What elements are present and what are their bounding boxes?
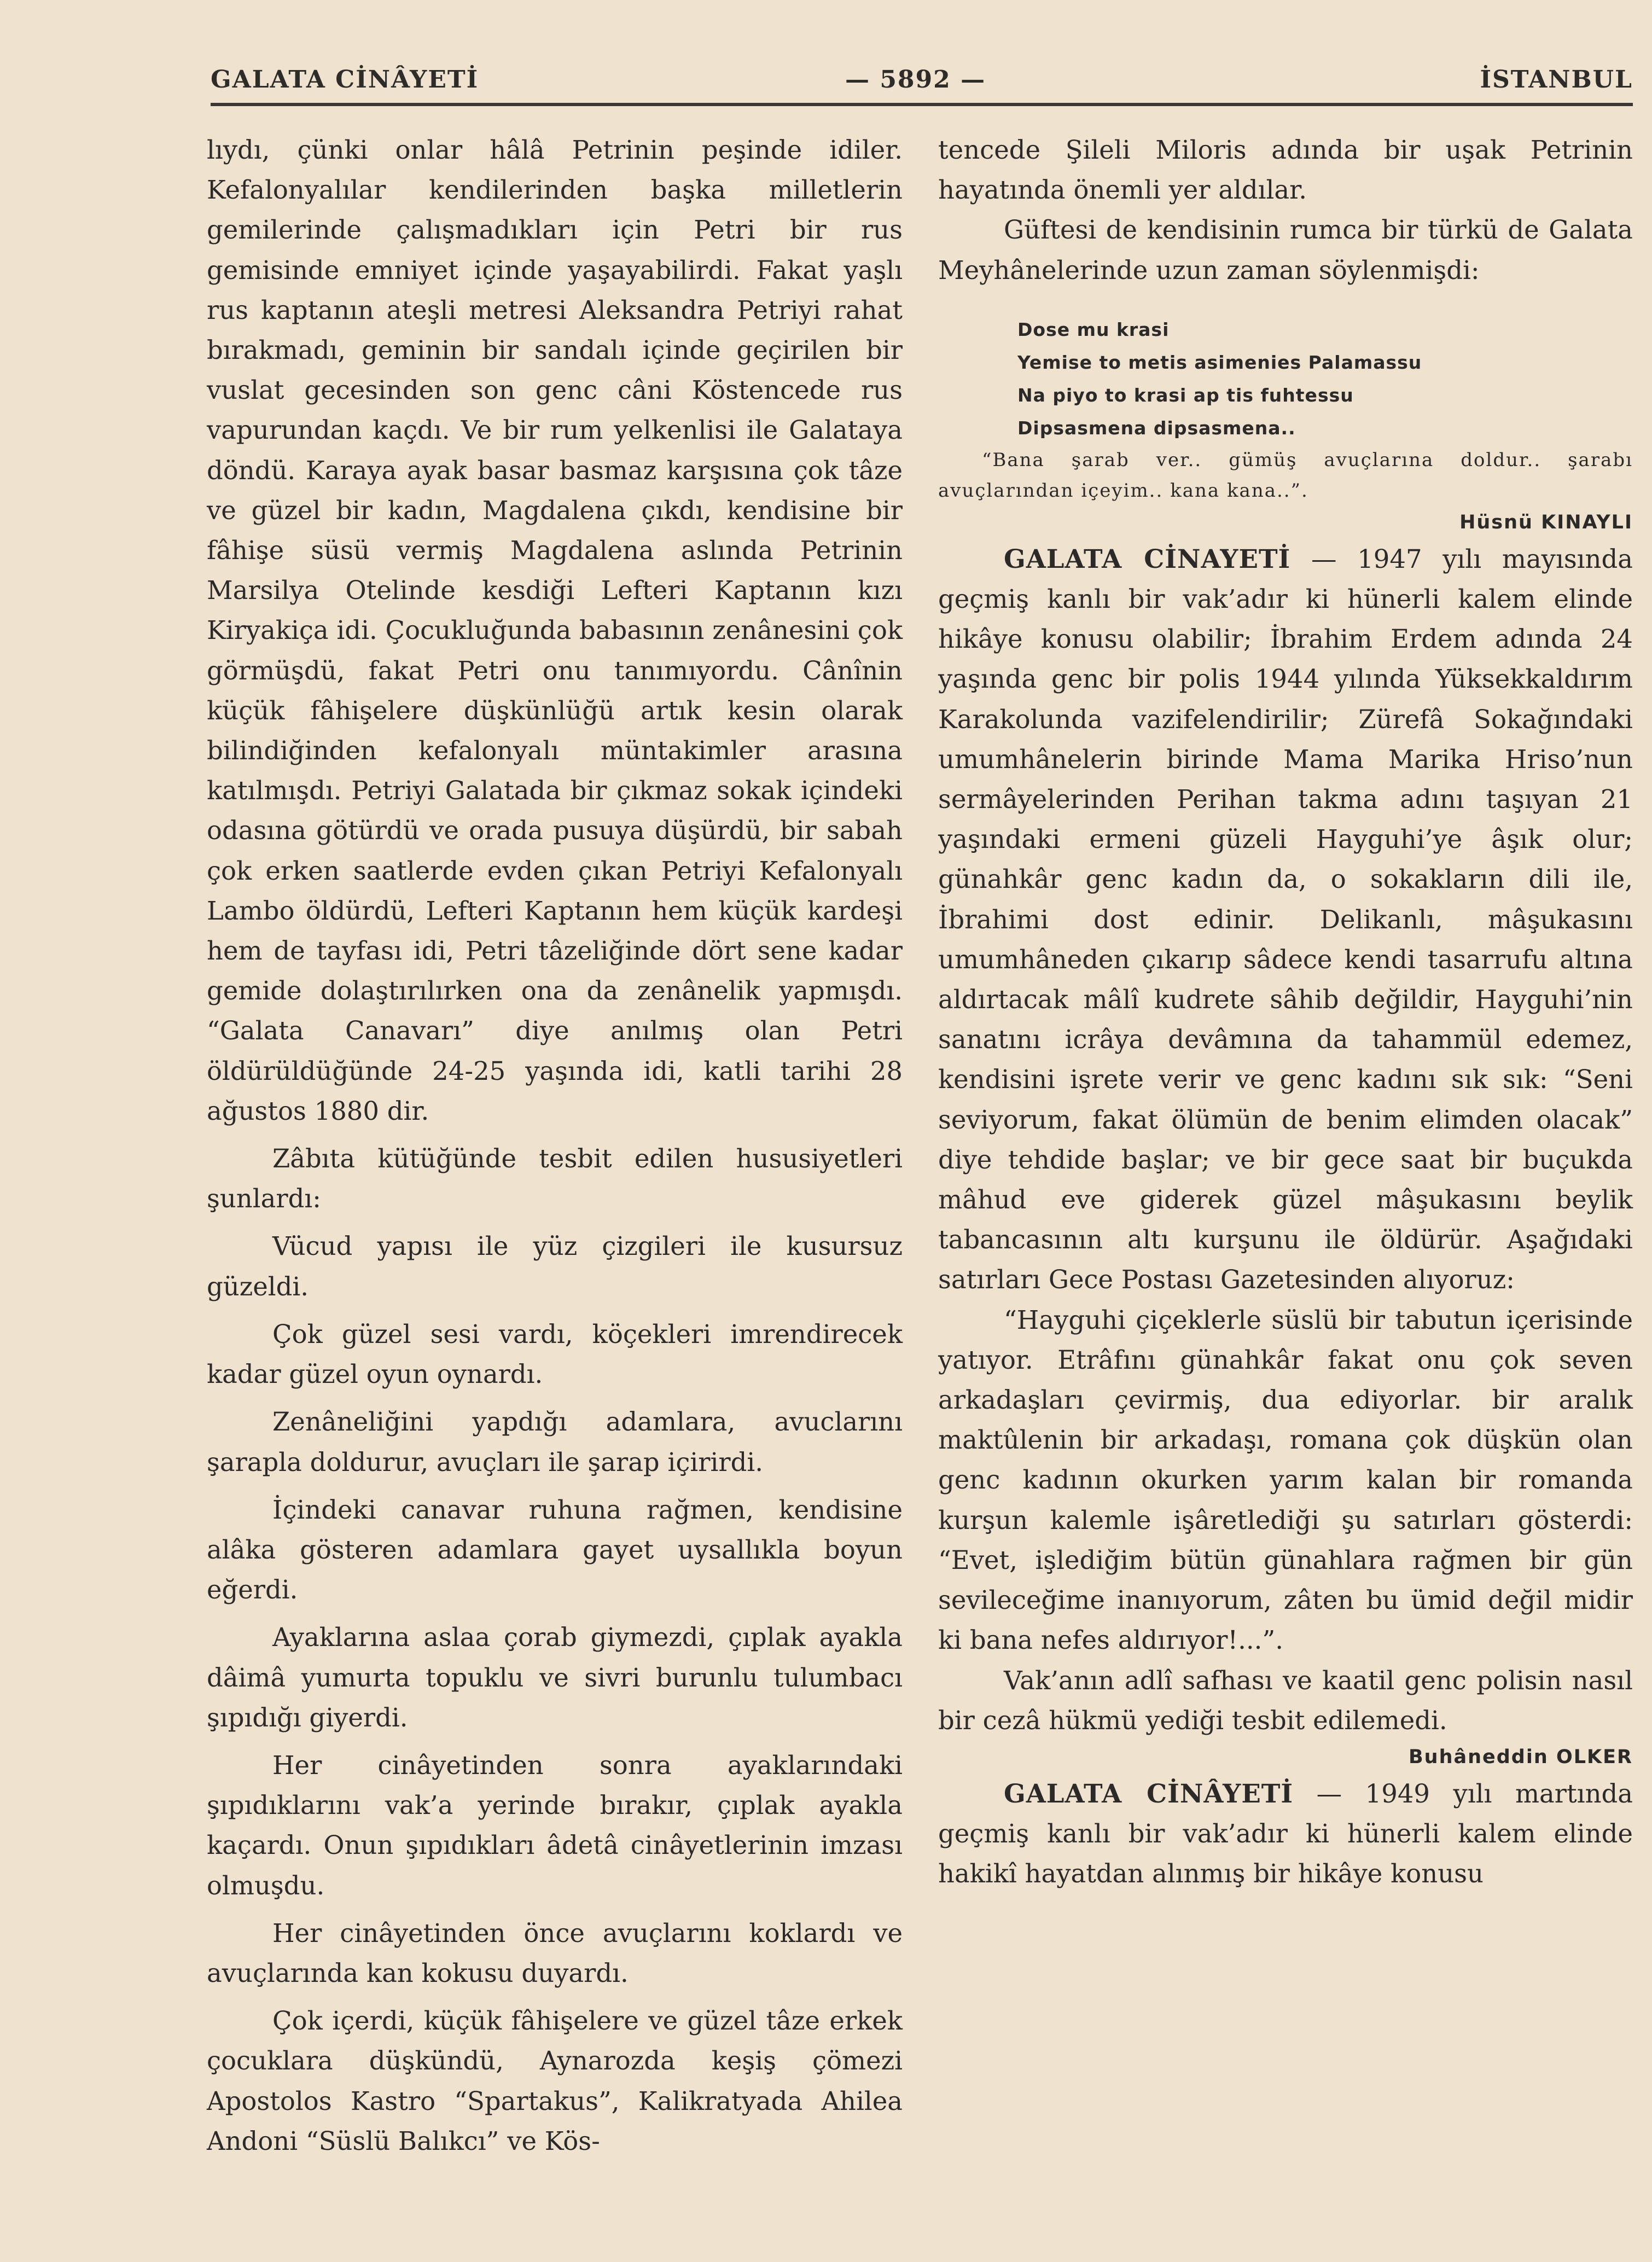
paragraph: Zenâneliğini yapdığı adamlara, avuclarını şarapla doldurur, avuçları ile şarap içirirdi. — [207, 1407, 903, 1477]
poem-line: Dipsasmena dipsasmena.. — [1017, 417, 1296, 439]
entry-title: GALATA CİNÂYETİ — [1004, 1778, 1294, 1809]
running-header — [211, 66, 1633, 104]
paragraph: Güftesi de kendisinin rumca bir türkü de Galata Meyhânelerinde uzun zaman söylenmişdi: — [938, 215, 1633, 285]
poem-translation: “Bana şarab ver.. gümüş avuçlarına doldur.. şarabı avuçlarından içeyim.. kana kana..”. — [938, 449, 1633, 502]
paragraph: lıydı, çünki onlar hâlâ Petrinin peşinde idiler. Kefalonyalılar kendilerinden başka milletlerin gemilerinde çalışmadıkları için Petri bir rus gemisinde emniyet içinde yaşayabilirdi. Fakat yaşlı rus kaptanın ateşli metresi Aleksandra Petriyi rahat bırakmadı, geminin bir sandalı içinde geçirilen bir vuslat gecesinden son genc câni Köstencede rus vapurundan kaçdı. Ve bir rum yelkenlisi ile Galataya döndü. Karaya ayak basar basmaz karşısına çok tâze ve güzel bir kadın, Magdalena çıkdı, kendisine bir fâhişe süsü vermiş Magdalena aslında Petrinin Marsilya Otelinde kesdiği Lefteri Kaptanın kızı Kiryakiça idi. Çocukluğunda babasının zenânesini çok görmüşdü, fakat Petri onu tanımıyordu. Cânînin küçük fâhişelere düşkünlüğü artık kesin olarak bilindiğinden kefalonyalı müntakimler arasına katılmışdı. Petriyi Galatada bir çıkmaz sokak içindeki odasına götürdü ve orada pusuya düşürdü, bir sabah çok erken saatlerde evden çıkan Petriyi Kefalonyalı Lambo öldürdü, Lefteri Kaptanın hem küçük kardeşi hem de tayfası idi, Petri tâzeliğinde dört sene kadar gemide dolaştırılırken ona da zenânelik yapmışdı. “Galata Canavarı” diye anılmış olan Petri öldürüldüğünde 24-25 yaşında idi, katli tarihi 28 ağustos 1880 dir. — [207, 135, 903, 1126]
paragraph: Her cinâyetinden önce avuçlarını koklardı ve avuçlarında kan kokusu duyardı. — [207, 1918, 903, 1988]
header-divider — [211, 103, 1633, 106]
entry-text: — 1949 yılı martında geçmiş kanlı bir vak’adır ki hünerli kalem elinde hakikî hayatdan alınmış bir hikâye konusu — [938, 1778, 1633, 1889]
author-signature: Hüsnü KINAYLI — [1459, 511, 1633, 533]
author-signature: Buhâneddin OLKER — [1408, 1746, 1633, 1768]
paragraph: Ayaklarına aslaa çorab giymezdi, çıplak ayakla dâimâ yumurta topuklu ve sivri burunlu tulumbacı şıpıdığı giyerdi. — [207, 1623, 903, 1732]
page-number: — 5892 — — [845, 66, 986, 94]
paragraph: Vak’anın adlî safhası ve kaatil genc polisin nasıl bir cezâ hükmü yediği tesbit edilemedi. — [938, 1665, 1633, 1735]
paragraph: Vücud yapısı ile yüz çizgileri ile kusursuz güzeldi. — [207, 1231, 903, 1301]
poem-line: Yemise to metis asimenies Palamassu — [1017, 351, 1422, 373]
paragraph: Her cinâyetinden sonra ayaklarındaki şıpıdıklarını vak’a yerinde bırakır, çıplak ayakla kaçardı. Onun şıpıdıkları âdetâ cinâyetlerinin imzası olmuşdu. — [207, 1750, 903, 1900]
entry-title: GALATA CİNAYETİ — [1004, 543, 1291, 574]
paragraph: İçindeki canavar ruhuna rağmen, kendisine alâka gösteren adamlara gayet uysallıkla boyun eğerdi. — [207, 1495, 903, 1605]
entry-paragraph — [938, 1773, 1633, 1894]
paragraph: Zâbıta kütüğünde tesbit edilen hususiyetleri şunlardı: — [207, 1144, 903, 1214]
header-section: İSTANBUL — [1480, 66, 1633, 94]
quote-paragraph: “Hayguhi çiçeklerle süslü bir tabutun içerisinde yatıyor. Etrâfını günahkâr fakat onu çok seven arkadaşları çevirmiş, dua ediyorlar. bir aralık maktûlenin bir arkadaşı, romana çok düşkün olan genc kadının okurken yarım kalan bir romanda kurşun kalemle işâretlediği şu satırları gösterdi: “Evet, işlediğim bütün günahlara rağmen bir gün sevileceğime inanıyorum, zâten bu ümid değil midir ki bana nefes aldırıyor!...”. — [938, 1305, 1633, 1655]
paragraph: tencede Şileli Miloris adında bir uşak Petrinin hayatında önemli yer aldılar. — [938, 135, 1633, 205]
paragraph: Çok içerdi, küçük fâhişelere ve güzel tâze erkek çocuklara düşkündü, Aynarozda keşiş çömezi Apostolos Kastro “Spartakus”, Kalikratyada Ahilea Andoni “Süslü Balıkcı” ve Kös- — [207, 2006, 903, 2156]
entry-text: — 1947 yılı mayısında geçmiş kanlı bir vak’adır ki hünerli kalem elinde hikâye konusu olabilir; İbrahim Erdem adında 24 yaşında genc bir polis 1944 yılında Yüksekkaldırım Karakolunda vazifelendirilir; Zürefâ Sokağındaki umumhânelerin birinde Mama Marika Hriso’nun sermâyelerinden Perihan takma adını taşıyan 21 yaşındaki ermeni güzeli Hayguhi’ye âşık olur; günahkâr genc kadın da, o sokakların dili ile, İbrahimi dost edinir. Delikanlı, mâşukasını umumhâneden çıkarıp sâdece kendi tasarrufu altına aldırtacak mâlî kudrete sâhib değildir, Hayguhi’nin sanatını icrâya devâmına da tahammül edemez, kendisini işrete verir ve genc kadını sık sık: “Seni seviyorum, fakat ölümün de benim elimden olacak” diye tehdide başlar; ve bir gece saat bir buçukda mâhud eve giderek güzel mâşukasını beylik tabancasının altı kurşunu ile öldürür. Aşağıdaki satırları Gece Postası Gazetesinden alıyoruz: — [938, 544, 1633, 1295]
poem-line: Dose mu krasi — [1017, 318, 1170, 340]
poem-block — [1017, 313, 1633, 445]
entry-paragraph — [938, 539, 1633, 1300]
poem-line: Na piyo to krasi ap tis fuhtessu — [1017, 384, 1354, 406]
header-title: GALATA CİNÂYETİ — [211, 66, 479, 94]
right-column — [938, 130, 1633, 1894]
paragraph: Çok güzel sesi vardı, köçekleri imrendirecek kadar güzel oyun oynardı. — [207, 1319, 903, 1389]
left-column — [207, 130, 903, 2161]
